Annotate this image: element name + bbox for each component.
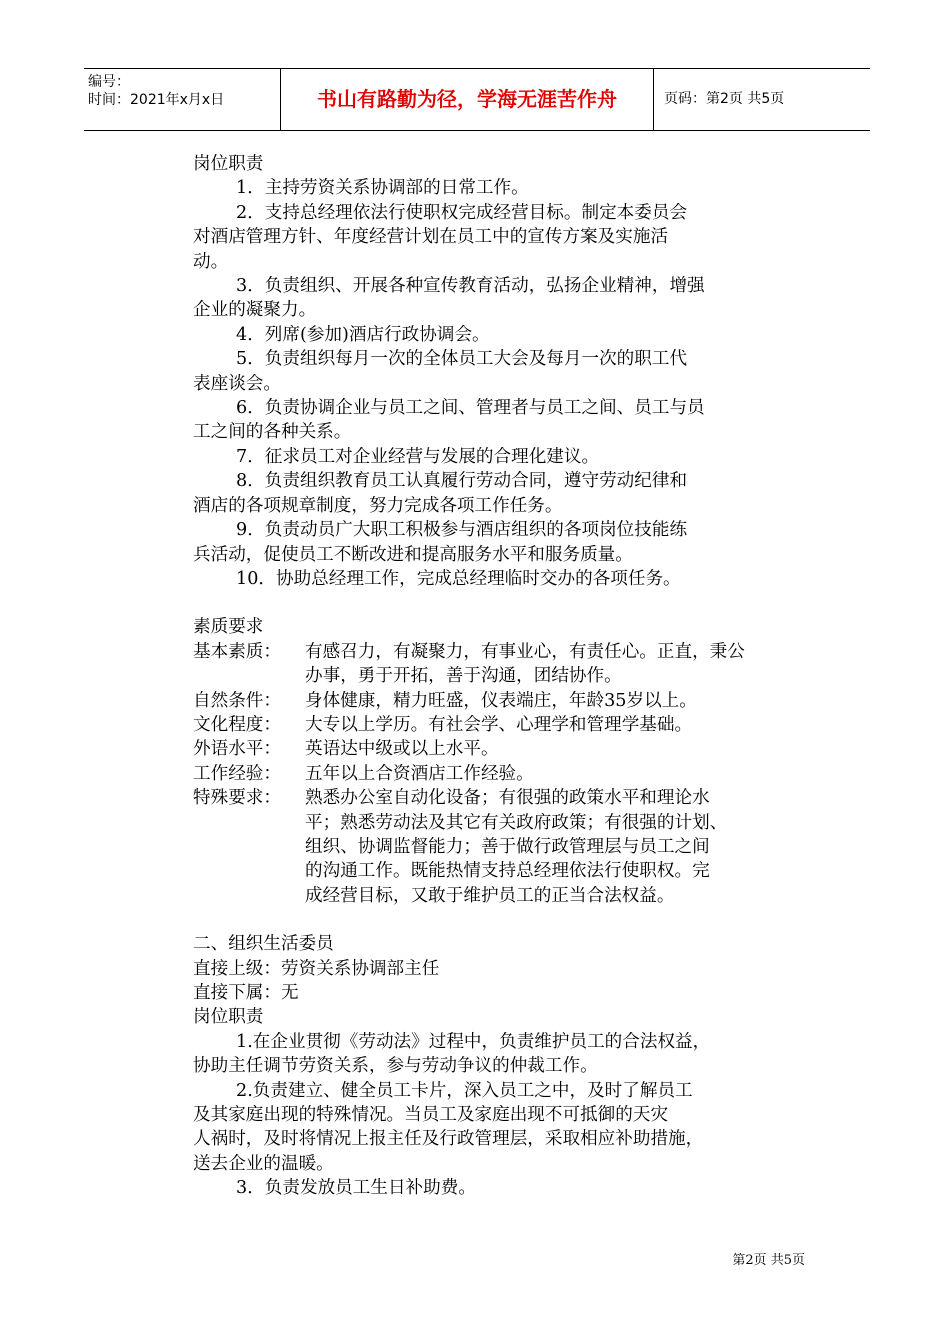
duty-line: 1．主持劳资关系协调部的日常工作。 [236,178,529,199]
duty-item [193,445,813,469]
time-label: 时间：2021年x月x日 [88,92,225,108]
duty-line: 7．征求员工对企业经营与发展的合理化建议。 [236,446,600,467]
quality-key: 文化程度： [193,714,281,735]
document-body [193,152,813,1201]
section-title: 二、组织生活委员 [193,934,334,955]
duty-line: 5．负责组织每月一次的全体员工大会及每月一次的职工代 [236,349,688,370]
duties-heading: 岗位职责 [193,1007,264,1028]
duty-line: 工之间的各种关系。 [193,422,352,443]
quality-key: 工作经验： [193,763,281,784]
quality-key: 自然条件： [193,690,281,711]
motto: 书山有路勤为径，学海无涯苦作舟 [281,69,654,130]
duty-item [193,469,813,518]
header-table [84,68,870,131]
duty-item [193,274,813,323]
duty-line: 及其家庭出现的特殊情况。当员工及家庭出现不可抵御的天灾 [193,1105,669,1126]
duty-line: 9．负责动员广大职工积极参与酒店组织的各项岗位技能练 [236,520,688,541]
duty-item [193,323,813,347]
duty-line: 对酒店管理方针、年度经营计划在员工中的宣传方案及实施活 [193,227,669,248]
duty-item [193,518,813,567]
quality-value: 办事，勇于开拓，善于沟通，团结协作。 [305,666,622,687]
quality-item [193,762,813,786]
duty-line: 表座谈会。 [193,373,281,394]
duty-line: 10．协助总经理工作，完成总经理临时交办的各项任务。 [236,568,681,589]
duties-heading: 岗位职责 [193,154,264,174]
page-footer: 第2页 共5页 [732,1253,805,1268]
direct-superior: 直接上级：劳资关系协调部主任 [193,958,440,979]
duty-line: 8．负责组织教育员工认真履行劳动合同，遵守劳动纪律和 [236,471,688,492]
spacer [193,591,813,615]
quality-value: 组织、协调监督能力；善于做行政管理层与员工之间 [305,836,710,857]
page-code: 页码：第2页 共5页 [664,91,785,107]
quality-value: 英语达中级或以上水平。 [305,739,499,760]
duty-item [193,396,813,445]
quality-value: 身体健康，精力旺盛，仪表端庄，年龄35岁以上。 [305,690,697,711]
quality-key: 特殊要求： [193,788,281,809]
quality-value: 平；熟悉劳动法及其它有关政府政策；有很强的计划、 [305,812,728,833]
duty-line: 6．负责协调企业与员工之间、管理者与员工之间、员工与员 [236,398,705,419]
duty-line: 1.在企业贯彻《劳动法》过程中，负责维护员工的合法权益， [236,1031,711,1052]
duty-line: 3．负责组织、开展各种宣传教育活动，弘扬企业精神，增强 [236,276,705,297]
spacer [193,908,813,932]
quality-item [193,737,813,761]
duty-line: 人祸时，及时将情况上报主任及行政管理层，采取相应补助措施， [193,1129,704,1150]
duty-item [193,1176,813,1200]
duty-item [193,1030,813,1079]
number-label: 编号： [88,74,130,90]
duty-line: 2.负责建立、健全员工卡片，深入员工之中，及时了解员工 [236,1080,693,1101]
quality-item [193,713,813,737]
quality-item [193,689,813,713]
quality-key: 基本素质： [193,641,281,662]
quality-value: 有感召力，有凝聚力，有事业心，有责任心。正直，秉公 [305,641,745,662]
quality-value: 熟悉办公室自动化设备；有很强的政策水平和理论水 [305,788,710,809]
quality-item [193,786,813,908]
quality-value: 成经营目标，又敢于维护员工的正当合法权益。 [305,885,675,906]
duty-line: 2．支持总经理依法行使职权完成经营目标。制定本委员会 [236,202,688,223]
duty-item [193,567,813,591]
duty-item [193,347,813,396]
duty-line: 3．负责发放员工生日补助费。 [236,1178,476,1199]
quality-value: 大专以上学历。有社会学、心理学和管理学基础。 [305,714,693,735]
duty-item [193,176,813,200]
quality-value: 的沟通工作。既能热情支持总经理依法行使职权。完 [305,861,710,882]
header-meta-cell [84,69,281,130]
duty-line: 动。 [193,251,229,272]
duty-line: 企业的凝聚力。 [193,300,317,321]
duty-line: 4．列席(参加)酒店行政协调会。 [236,324,490,345]
duty-line: 兵活动，促使员工不断改进和提高服务水平和服务质量。 [193,544,633,565]
duty-item [193,1079,813,1177]
duty-line: 协助主任调节劳资关系，参与劳动争议的仲裁工作。 [193,1056,598,1077]
quality-heading: 素质要求 [193,617,264,638]
quality-value: 五年以上合资酒店工作经验。 [305,763,534,784]
quality-item [193,640,813,689]
duty-line: 酒店的各项规章制度，努力完成各项工作任务。 [193,495,563,516]
duty-item [193,201,813,274]
duty-line: 送去企业的温暖。 [193,1153,334,1174]
direct-subordinate: 直接下属：无 [193,983,299,1003]
quality-key: 外语水平： [193,739,281,760]
